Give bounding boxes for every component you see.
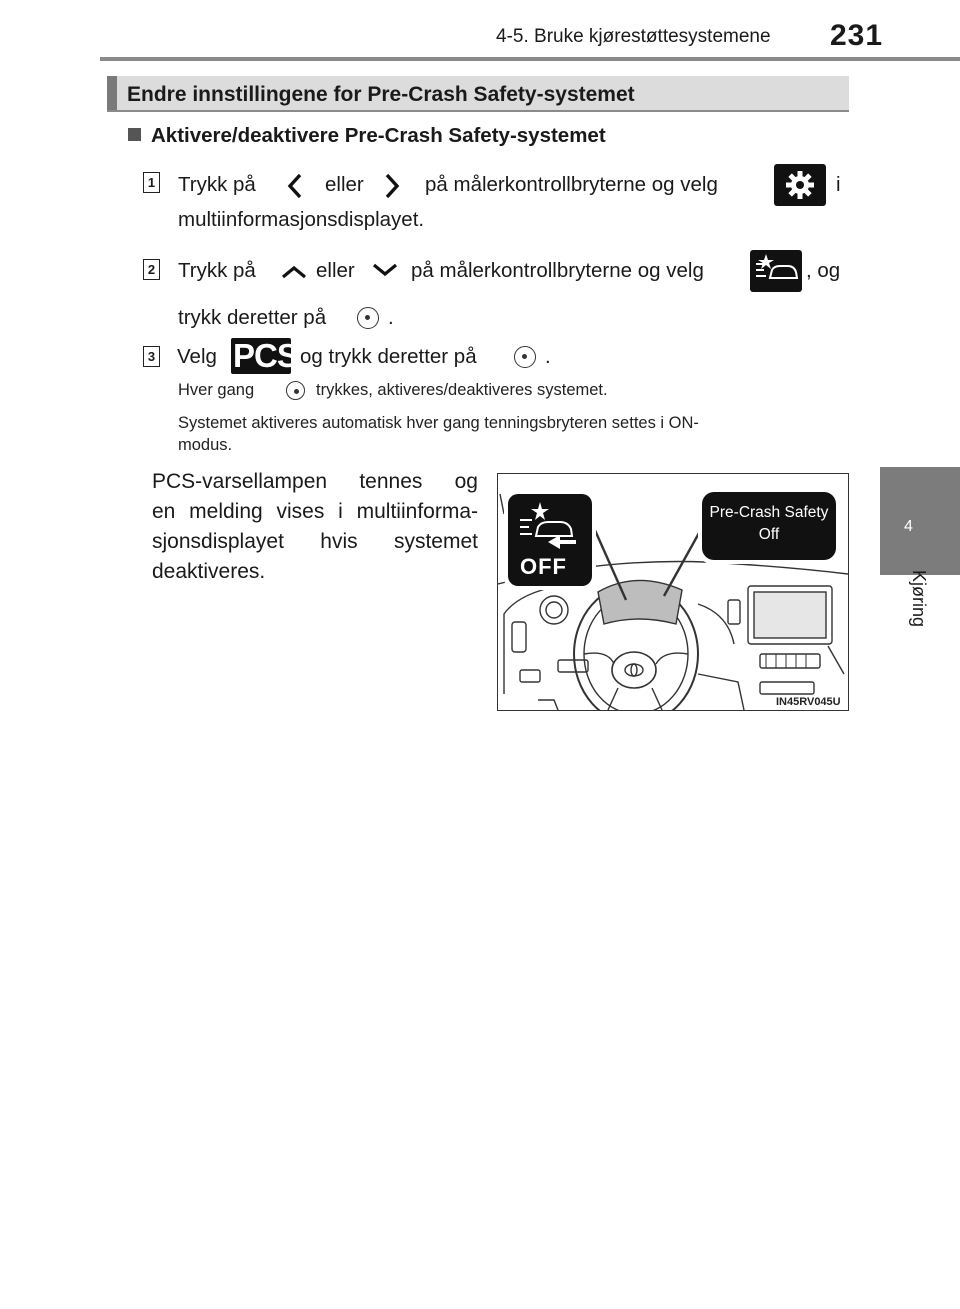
step3-note1-a: Hver gang bbox=[178, 381, 255, 399]
step1-text-d: i bbox=[836, 173, 841, 196]
display-message-line1: Pre-Crash Safety bbox=[709, 504, 829, 521]
pcs-warning-icon bbox=[514, 500, 586, 550]
paragraph-line-2: en melding vises i multiinforma- bbox=[152, 500, 478, 523]
page-number: 231 bbox=[830, 19, 884, 52]
step1-text-b: eller bbox=[325, 173, 364, 196]
ok-button-icon bbox=[514, 346, 536, 368]
driving-assist-menu-icon bbox=[750, 250, 802, 292]
paragraph-line-1: PCS-varsellampen tennes og bbox=[152, 470, 478, 493]
square-bullet-icon bbox=[128, 128, 141, 141]
ok-button-icon bbox=[357, 307, 379, 329]
display-message-callout bbox=[702, 492, 836, 560]
step2-text-line2a: trykk deretter på bbox=[178, 306, 327, 329]
step3-text-a: Velg bbox=[177, 345, 217, 368]
step3-note1-b: trykkes, aktiveres/deaktiveres systemet. bbox=[316, 381, 608, 399]
chapter-tab-label: Kjøring bbox=[909, 570, 929, 628]
paragraph-line-3: sjonsdisplayet hvis systemet bbox=[152, 530, 478, 553]
warning-lamp-callout bbox=[508, 494, 592, 586]
step2-text-line2b: . bbox=[388, 306, 394, 329]
step1-text-line2: multiinformasjonsdisplayet. bbox=[178, 208, 425, 231]
section-band-underline bbox=[107, 110, 849, 112]
step3-note2-line2: modus. bbox=[178, 436, 233, 454]
chevron-down-icon bbox=[371, 261, 399, 279]
gear-icon bbox=[774, 164, 826, 206]
step3-text-c: . bbox=[545, 345, 551, 368]
step2-text-b: eller bbox=[316, 259, 355, 282]
step2-text-c: på målerkontrollbryterne og velg bbox=[411, 259, 704, 282]
warning-lamp-label: OFF bbox=[520, 554, 567, 579]
settings-menu-icon bbox=[774, 164, 826, 206]
step-number-2: 2 bbox=[143, 259, 160, 280]
subheading-text: Aktivere/deaktivere Pre-Crash Safety-systemet bbox=[151, 124, 606, 147]
driving-assist-icon bbox=[750, 250, 802, 292]
deactivation-paragraph bbox=[152, 467, 478, 587]
section-title: Endre innstillingene for Pre-Crash Safety-systemet bbox=[127, 83, 635, 106]
header-section-title: 4-5. Bruke kjørestøttesystemene bbox=[496, 26, 771, 47]
step-number-1: 1 bbox=[143, 172, 160, 193]
pcs-badge-text: PCS bbox=[233, 337, 298, 374]
step1-text-c: på målerkontrollbryterne og velg bbox=[425, 173, 718, 196]
step-number-3: 3 bbox=[143, 346, 160, 367]
chapter-tab bbox=[880, 467, 960, 575]
display-message-line2: Off bbox=[758, 526, 780, 543]
chevron-right-icon bbox=[383, 172, 401, 200]
subheading bbox=[128, 124, 606, 148]
ok-button-icon bbox=[286, 381, 305, 400]
header-divider bbox=[100, 57, 960, 61]
dashboard-illustration bbox=[497, 473, 849, 711]
chapter-tab-number: 4 bbox=[904, 518, 913, 535]
step2-text-d: , og bbox=[806, 259, 841, 282]
step3-text-b: og trykk deretter på bbox=[300, 345, 477, 368]
step1-text-a: Trykk på bbox=[178, 173, 256, 196]
figure-code: IN45RV045U bbox=[776, 696, 841, 708]
step3-note2-line1: Systemet aktiveres automatisk hver gang tenningsbryteren settes i ON- bbox=[178, 414, 699, 432]
chevron-left-icon bbox=[286, 172, 304, 200]
pcs-menu-icon bbox=[231, 337, 298, 374]
paragraph-line-4: deaktiveres. bbox=[152, 560, 266, 583]
step2-text-a: Trykk på bbox=[178, 259, 256, 282]
chevron-up-icon bbox=[280, 263, 308, 281]
